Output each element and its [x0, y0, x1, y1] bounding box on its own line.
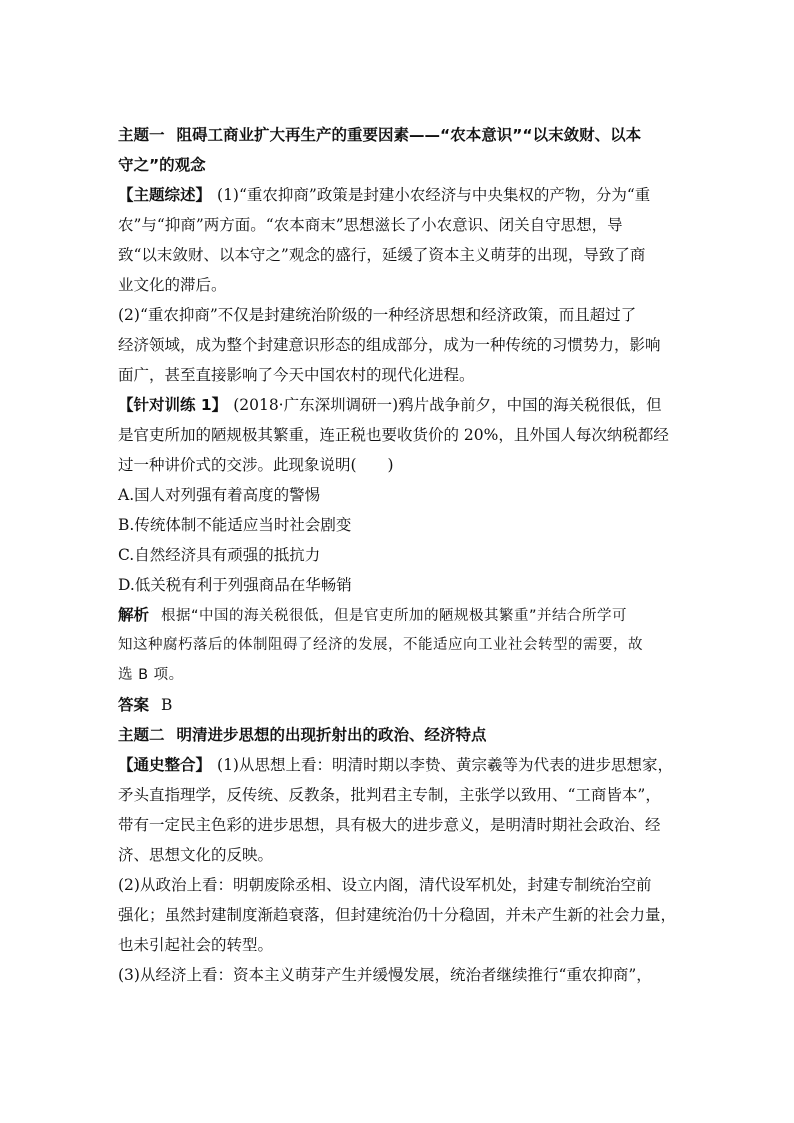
integration-text: (1)从思想上看：明清时期以李贽、黄宗羲等为代表的进步思想家，: [217, 756, 673, 774]
summary-line-3: 致“以末敛财、以本守之”观念的盛行，延缓了资本主义萌芽的出现，导致了商: [118, 246, 646, 264]
summary-line-5: (2)“重农抑商”不仅是封建统治阶级的一种经济思想和经济政策，而且超过了: [118, 306, 637, 324]
topic1-title-line2: 守之”的观念: [118, 156, 206, 174]
summary-text: (1)“重农抑商”政策是封建小农经济与中央集权的产物，分为“重: [217, 186, 651, 204]
summary-line-2: 农”与“抑商”两方面。“农本商末”思想滋长了小农意识、闭关自守思想，导: [118, 216, 623, 234]
training-line-2: 是官吏所加的陋规极其繁重，连正税也要收货价的 20%，且外国人每次纳税都经: [118, 426, 669, 444]
training-text: (2018·广东深圳调研一)鸦片战争前夕，中国的海关税很低，但: [233, 396, 662, 414]
summary-label: 【主题综述】: [118, 186, 212, 204]
option-d: D.低关税有利于列强商品在华畅销: [118, 576, 352, 594]
topic1-title-text: 阻碍工商业扩大再生产的重要因素——“农本意识”“以末敛财、以本: [176, 126, 642, 144]
topic2-title: [118, 720, 678, 750]
integration-line-4: 济、思想文化的反映。: [118, 846, 274, 864]
analysis-line-1: [118, 600, 678, 630]
summary-line-1: [118, 180, 678, 210]
summary-line-4: 业文化的滞后。: [118, 276, 227, 294]
topic2-title-text: 明清进步思想的出现折射出的政治、经济特点: [176, 726, 487, 744]
document-page: [118, 120, 678, 990]
integration-line-6: 强化；虽然封建制度渐趋衰落，但封建统治仍十分稳固，并未产生新的社会力量，: [118, 906, 677, 924]
integration-label: 【通史整合】: [118, 756, 212, 774]
answer-value: B: [161, 696, 173, 714]
integration-line-3: 带有一定民主色彩的进步思想，具有极大的进步意义，是明清时期社会政治、经: [118, 816, 661, 834]
analysis-label: 解析: [118, 606, 150, 624]
topic1-label: 主题一: [118, 126, 165, 144]
integration-line-2: 矛头直指理学，反传统、反教条，批判君主专制，主张学以致用、“工商皆本”，: [118, 786, 661, 804]
answer-label: 答案: [118, 696, 150, 714]
training-line-3: 过一种讲价式的交涉。此现象说明( ): [118, 456, 394, 474]
integration-line-5: (2)从政治上看：明朝废除丞相、设立内阁，清代设军机处，封建专制统治空前: [118, 876, 652, 894]
training-label: 【针对训练 1】: [118, 396, 228, 414]
analysis-line-3: 选 B 项。: [118, 667, 184, 683]
topic2-label: 主题二: [118, 726, 165, 744]
analysis-text: 根据“中国的海关税很低，但是官吏所加的陋规极其繁重”并结合所学可: [161, 608, 628, 624]
option-b: B.传统体制不能适应当时社会剧变: [118, 516, 352, 534]
summary-line-7: 面广，甚至直接影响了今天中国农村的现代化进程。: [118, 366, 475, 384]
summary-line-6: 经济领域，成为整个封建意识形态的组成部分，成为一种传统的习惯势力，影响: [118, 336, 661, 354]
integration-line-1: [118, 750, 678, 780]
analysis-line-2: 知这种腐朽落后的体制阻碍了经济的发展，不能适应向工业社会转型的需要，故: [118, 637, 643, 653]
topic1-title-line1: [118, 120, 678, 150]
integration-line-8: (3)从经济上看：资本主义萌芽产生并缓慢发展，统治者继续推行“重农抑商”，: [118, 966, 652, 984]
integration-line-7: 也未引起社会的转型。: [118, 936, 274, 954]
option-c: C.自然经济具有顽强的抵抗力: [118, 546, 321, 564]
answer-line: [118, 690, 678, 720]
option-a: A.国人对列强有着高度的警惕: [118, 486, 321, 504]
training-line-1: [118, 390, 678, 420]
